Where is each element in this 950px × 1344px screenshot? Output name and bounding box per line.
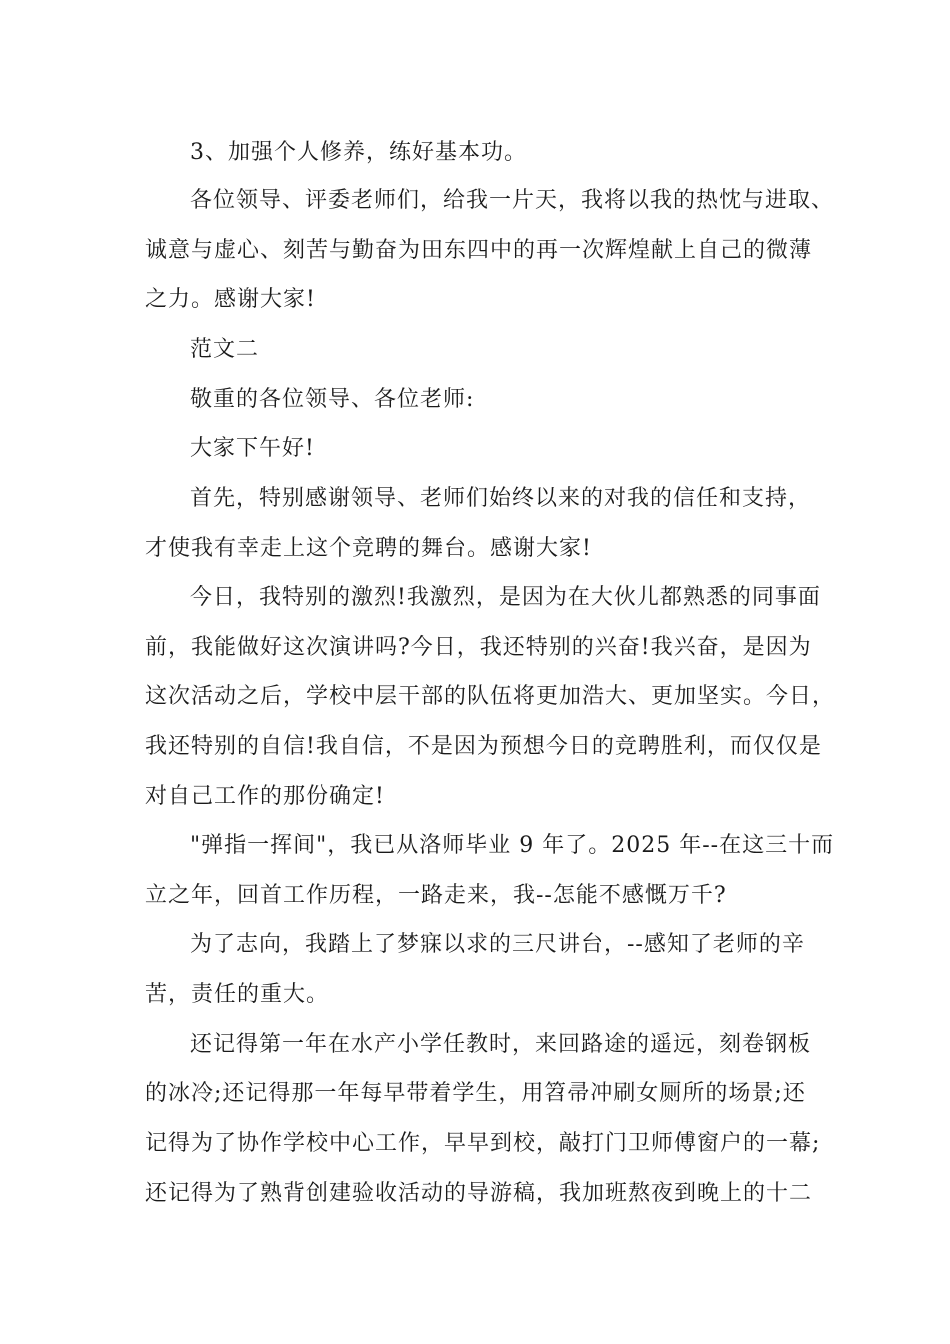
text-line: 3、加强个人修养，练好基本功。 bbox=[190, 140, 527, 165]
greeting: 大家下午好! bbox=[190, 436, 315, 461]
text-line: 诚意与虚心、刻苦与勤奋为田东四中的再一次辉煌献上自己的微薄 bbox=[145, 238, 813, 263]
text-line: 今日，我特别的激烈!我激烈，是因为在大伙儿都熟悉的同事面 bbox=[190, 585, 821, 610]
text-line: 各位领导、评委老师们，给我一片天，我将以我的热忱与进取、 bbox=[190, 188, 835, 213]
text-line: 才使我有幸走上这个竞聘的舞台。感谢大家! bbox=[145, 536, 592, 561]
text-line: 前，我能做好这次演讲吗?今日，我还特别的兴奋!我兴奋，是因为 bbox=[145, 635, 812, 660]
text-line: "弹指一挥间"，我已从洛师毕业 9 年了。2025 年--在这三十而 bbox=[190, 833, 835, 858]
text-line: 之力。感谢大家! bbox=[145, 287, 316, 312]
text-line: 我还特别的自信!我自信，不是因为预想今日的竞聘胜利，而仅仅是 bbox=[145, 734, 822, 759]
text-line: 记得为了协作学校中心工作，早早到校，敲打门卫师傅窗户的一幕; bbox=[145, 1131, 821, 1156]
text-line: 这次活动之后，学校中层干部的队伍将更加浩大、更加坚实。今日， bbox=[145, 684, 836, 709]
section-heading: 范文二 bbox=[190, 337, 260, 362]
text-line: 为了志向，我踏上了梦寐以求的三尺讲台，--感知了老师的辛 bbox=[190, 932, 805, 957]
text-line: 的冰冷;还记得那一年每早带着学生，用笤帚冲刷女厕所的场景;还 bbox=[145, 1081, 806, 1106]
salutation: 敬重的各位领导、各位老师: bbox=[190, 387, 475, 412]
text-line: 还记得为了熟背创建验收活动的导游稿，我加班熬夜到晚上的十二 bbox=[145, 1181, 813, 1206]
text-line: 对自己工作的那份确定! bbox=[145, 784, 385, 809]
text-line: 立之年，回首工作历程，一路走来，我--怎能不感慨万千? bbox=[145, 883, 727, 908]
text-line: 还记得第一年在水产小学任教时，来回路途的遥远，刻卷钢板 bbox=[190, 1032, 812, 1057]
text-line: 首先，特别感谢领导、老师们始终以来的对我的信任和支持， bbox=[190, 486, 812, 511]
text-line: 苦，责任的重大。 bbox=[145, 982, 330, 1007]
